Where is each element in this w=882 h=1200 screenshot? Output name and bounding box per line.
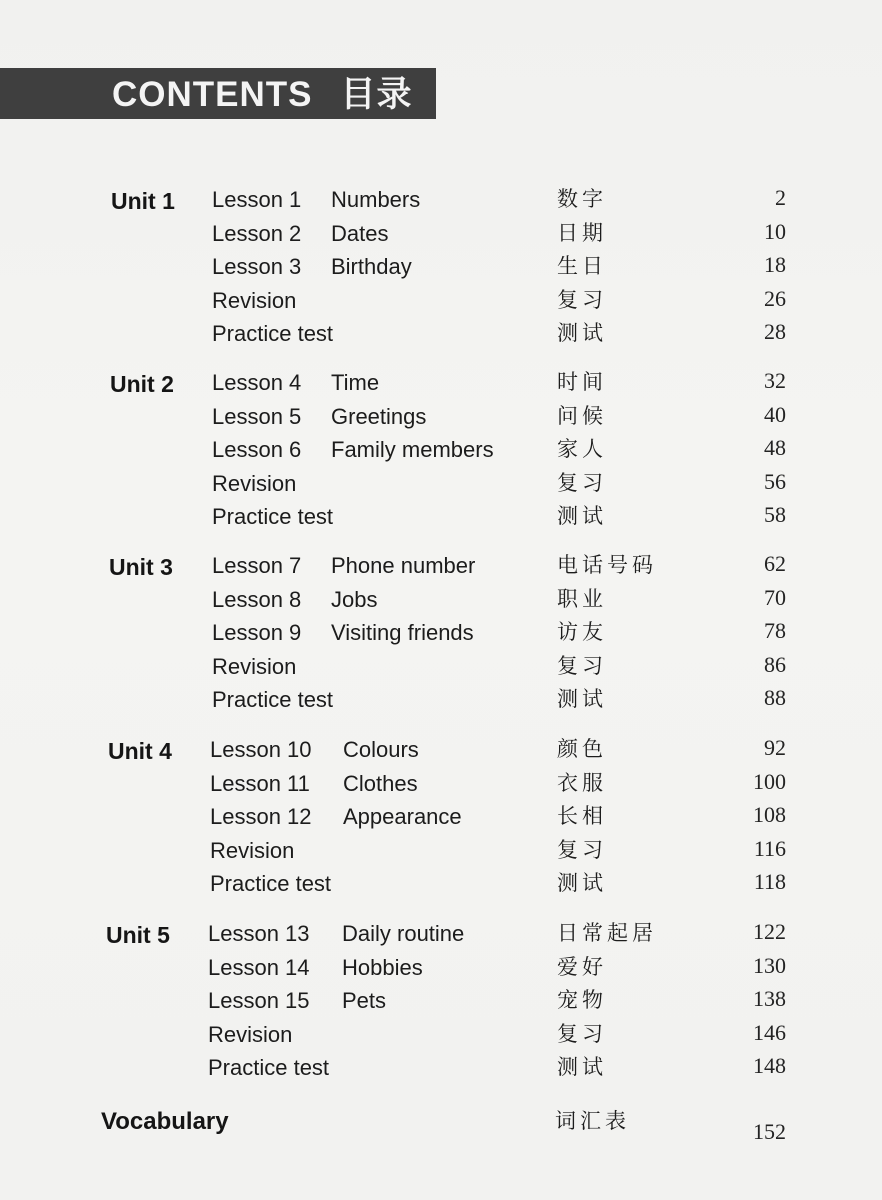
item-label: Lesson 7 <box>212 553 302 578</box>
chinese-title: 复习 <box>557 1021 607 1046</box>
toc-row[interactable] <box>0 984 882 1017</box>
lesson-title: Daily routine <box>342 921 465 946</box>
item-label: Lesson 13 <box>208 921 310 946</box>
page-number: 62 <box>764 551 786 576</box>
chinese-title: 颜色 <box>557 737 607 761</box>
toc-row[interactable] <box>0 917 882 950</box>
toc-row[interactable] <box>0 683 882 716</box>
lesson-title: Time <box>331 370 380 395</box>
chinese-title: 职业 <box>557 586 607 611</box>
chinese-title: 测试 <box>557 321 607 345</box>
toc-row[interactable] <box>0 834 882 867</box>
page-number: 2 <box>775 185 786 210</box>
page-number: 122 <box>753 919 786 944</box>
item-label: Lesson 12 <box>210 804 312 829</box>
lesson-title: Numbers <box>331 187 421 212</box>
item-label: Practice test <box>212 504 334 529</box>
item-label: Revision <box>212 287 297 313</box>
page-number: 70 <box>764 584 786 610</box>
page-number: 18 <box>764 252 786 277</box>
page-number: 138 <box>753 986 786 1011</box>
chinese-title: 复习 <box>557 837 607 862</box>
toc-row[interactable] <box>0 250 882 283</box>
chinese-title: 电话号码 <box>557 553 657 577</box>
page-number: 130 <box>753 952 786 978</box>
chinese-title: 数字 <box>557 187 607 211</box>
item-label: Lesson 1 <box>212 187 302 212</box>
toc-row[interactable] <box>0 767 882 800</box>
vocabulary-chinese-title: 词汇表 <box>555 1109 630 1133</box>
unit-label: Unit 4 <box>108 738 172 764</box>
item-label: Lesson 2 <box>212 220 302 246</box>
toc-row[interactable] <box>0 284 882 317</box>
toc-row[interactable] <box>0 400 882 433</box>
toc-row[interactable] <box>0 500 882 533</box>
unit-label: Unit 1 <box>111 188 175 214</box>
item-label: Lesson 10 <box>210 737 312 762</box>
chinese-title: 衣服 <box>557 770 607 795</box>
toc-row[interactable] <box>0 867 882 900</box>
item-label: Practice test <box>212 687 334 712</box>
lesson-title: Greetings <box>331 403 427 429</box>
chinese-title: 长相 <box>557 804 607 828</box>
page-number: 56 <box>764 468 786 494</box>
lesson-title: Phone number <box>331 553 476 578</box>
page-number: 146 <box>753 1019 786 1045</box>
lesson-title: Colours <box>343 737 419 762</box>
item-label: Lesson 5 <box>212 403 302 429</box>
vocabulary-label: Vocabulary <box>101 1108 229 1135</box>
vocabulary-row[interactable] <box>0 1105 882 1144</box>
toc-row[interactable] <box>0 1051 882 1084</box>
lesson-title: Jobs <box>331 586 378 612</box>
toc-row[interactable] <box>0 733 882 766</box>
unit-label: Unit 2 <box>110 371 174 397</box>
item-label: Lesson 14 <box>208 954 310 980</box>
page-number: 58 <box>764 502 786 527</box>
page-number: 118 <box>753 869 786 894</box>
contents-title: CONTENTS <box>112 75 313 114</box>
chinese-title: 复习 <box>557 470 607 495</box>
lesson-title: Hobbies <box>342 954 423 980</box>
page-number: 40 <box>764 401 786 427</box>
lesson-title: Family members <box>331 437 494 462</box>
toc-row[interactable] <box>0 1018 882 1051</box>
toc-row[interactable] <box>0 183 882 216</box>
unit-label: Unit 5 <box>106 922 170 948</box>
chinese-title: 生日 <box>557 254 607 278</box>
chinese-title: 爱好 <box>557 954 607 979</box>
page-number: 10 <box>764 218 786 244</box>
toc-row[interactable] <box>0 583 882 616</box>
chinese-title: 复习 <box>557 287 607 312</box>
contents-title-cn: 目录 <box>340 75 413 115</box>
chinese-title: 日期 <box>557 220 607 245</box>
item-label: Lesson 9 <box>212 620 302 645</box>
chinese-title: 日常起居 <box>557 921 657 945</box>
item-label: Lesson 4 <box>212 370 302 395</box>
item-label: Lesson 15 <box>208 988 310 1013</box>
lesson-title: Clothes <box>343 770 418 796</box>
lesson-title: Appearance <box>343 804 462 829</box>
item-label: Revision <box>208 1021 293 1047</box>
vocabulary-page-number: 152 <box>753 1119 786 1144</box>
page-number: 26 <box>764 285 786 311</box>
unit-label: Unit 3 <box>109 554 173 580</box>
chinese-title: 测试 <box>557 504 607 528</box>
toc-row[interactable] <box>0 800 882 833</box>
page-number: 86 <box>764 651 786 677</box>
page-number: 148 <box>753 1053 786 1078</box>
page-number: 116 <box>753 835 786 861</box>
item-label: Lesson 6 <box>212 437 302 462</box>
item-label: Revision <box>212 653 297 679</box>
item-label: Practice test <box>210 871 332 896</box>
chinese-title: 时间 <box>557 370 607 394</box>
toc-row[interactable] <box>0 366 882 399</box>
page-number: 78 <box>764 618 786 643</box>
chinese-title: 复习 <box>557 653 607 678</box>
item-label: Revision <box>210 837 295 863</box>
page-title <box>112 72 413 118</box>
item-label: Lesson 8 <box>212 586 302 612</box>
chinese-title: 宠物 <box>557 988 607 1012</box>
page-number: 28 <box>764 319 786 344</box>
chinese-title: 访友 <box>557 620 607 644</box>
toc-row[interactable] <box>0 650 882 683</box>
item-label: Lesson 11 <box>210 770 310 796</box>
chinese-title: 测试 <box>557 1055 607 1079</box>
toc-row[interactable] <box>0 433 882 466</box>
item-label: Revision <box>212 470 297 496</box>
lesson-title: Birthday <box>331 254 412 279</box>
toc-row[interactable] <box>0 217 882 250</box>
toc-row[interactable] <box>0 549 882 582</box>
toc-row[interactable] <box>0 317 882 350</box>
page-number: 88 <box>764 685 786 710</box>
page-number: 32 <box>764 368 786 393</box>
page-number: 48 <box>764 435 786 460</box>
page-number: 92 <box>764 735 786 760</box>
chinese-title: 测试 <box>557 687 607 711</box>
lesson-title: Pets <box>342 988 387 1013</box>
chinese-title: 问候 <box>557 403 607 428</box>
item-label: Practice test <box>208 1055 330 1080</box>
page-number: 108 <box>753 802 786 827</box>
lesson-title: Visiting friends <box>331 620 474 645</box>
lesson-title: Dates <box>331 220 389 246</box>
toc-row[interactable] <box>0 616 882 649</box>
chinese-title: 测试 <box>557 871 607 895</box>
toc-row[interactable] <box>0 951 882 984</box>
chinese-title: 家人 <box>557 437 607 461</box>
item-label: Practice test <box>212 321 334 346</box>
toc-row[interactable] <box>0 467 882 500</box>
item-label: Lesson 3 <box>212 254 302 279</box>
page-number: 100 <box>753 768 786 794</box>
